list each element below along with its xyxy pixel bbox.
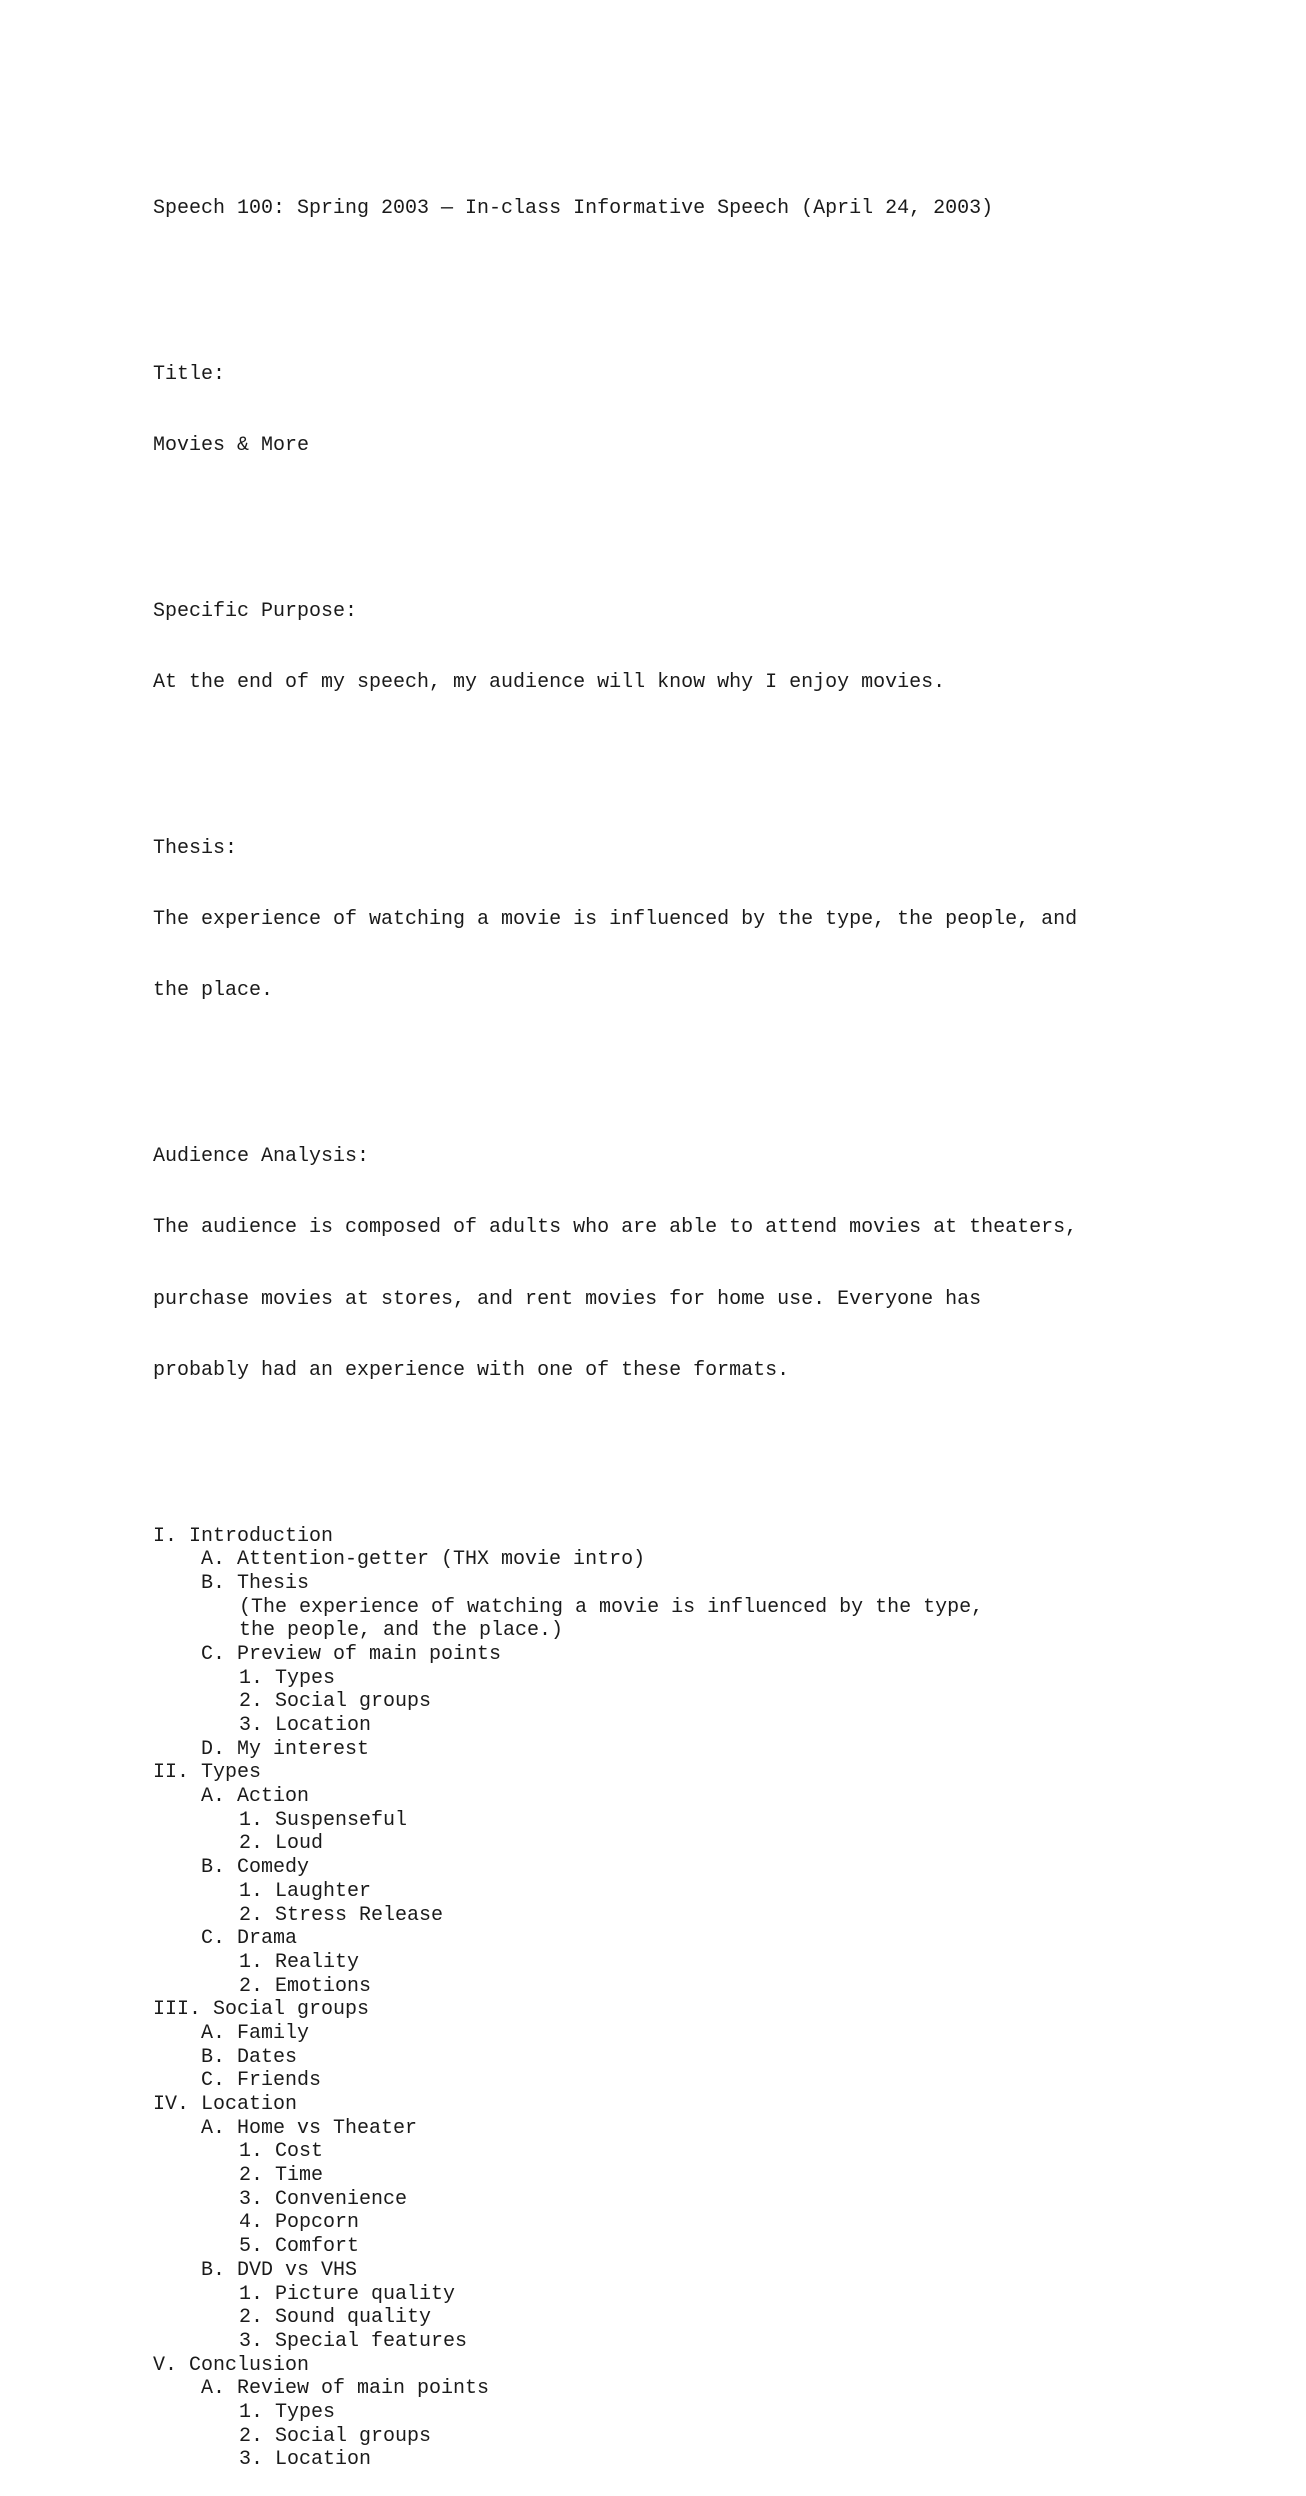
outline-subpoint: C. Preview of main points bbox=[201, 1642, 502, 1666]
outline-detail: 1. Picture quality bbox=[239, 2282, 456, 2306]
outline-detail: 3. Convenience bbox=[239, 2187, 408, 2211]
outline-detail: 3. Location bbox=[239, 1714, 372, 1738]
outline-detail: 2. Emotions bbox=[239, 1974, 372, 1998]
outline-detail: 2. Loud bbox=[239, 1832, 324, 1856]
outline-subpoint: B. Thesis bbox=[201, 1571, 310, 1595]
outline-detail: 1. Reality bbox=[239, 1950, 360, 1974]
outline-detail: 1. Suspenseful bbox=[239, 1808, 408, 1832]
outline-detail: 3. Location bbox=[239, 2448, 372, 2472]
outline-section: I. Introduction bbox=[153, 1524, 334, 1548]
spacer bbox=[153, 505, 1213, 529]
outline-detail: 2. Social groups bbox=[239, 1690, 432, 1714]
outline-detail: 3. Special features bbox=[239, 2329, 468, 2353]
outline-detail: 2. Stress Release bbox=[239, 1903, 444, 1927]
outline-detail: 2. Social groups bbox=[239, 2424, 432, 2448]
outline-detail: 4. Popcorn bbox=[239, 2211, 360, 2235]
outline-subpoint: A. Review of main points bbox=[201, 2377, 490, 2401]
outline-subpoint: A. Home vs Theater bbox=[201, 2116, 418, 2140]
outline-subpoint: A. Action bbox=[201, 1785, 310, 1809]
outline-subpoint: B. DVD vs VHS bbox=[201, 2258, 358, 2282]
spacer bbox=[153, 742, 1213, 766]
outline-subpoint: D. My interest bbox=[201, 1737, 370, 1761]
outline-subpoint: A. Attention-getter (THX movie intro) bbox=[201, 1548, 646, 1572]
outline-subpoint: B. Dates bbox=[201, 2045, 298, 2069]
spacer bbox=[153, 1051, 1213, 1075]
outline-detail: 1. Types bbox=[239, 1666, 336, 1690]
outline-detail: 1. Cost bbox=[239, 2140, 324, 2164]
outline-detail: 1. Laughter bbox=[239, 1879, 372, 1903]
purpose-label: Specific Purpose: bbox=[153, 600, 358, 624]
document-page bbox=[153, 150, 1213, 2496]
outline-section: II. Types bbox=[153, 1761, 262, 1785]
outline-detail: 5. Comfort bbox=[239, 2235, 360, 2259]
thesis-line: The experience of watching a movie is influenced by the type, the people, and bbox=[153, 908, 1078, 932]
audience-line: purchase movies at stores, and rent movies for home use. Everyone has bbox=[153, 1287, 982, 1311]
outline-detail: 2. Sound quality bbox=[239, 2306, 432, 2330]
outline-subpoint: C. Friends bbox=[201, 2069, 322, 2093]
spacer bbox=[153, 1430, 1213, 1454]
outline-detail: the people, and the place.) bbox=[239, 1619, 564, 1643]
outline-section: IV. Location bbox=[153, 2093, 298, 2117]
audience-label: Audience Analysis: bbox=[153, 1145, 370, 1169]
thesis-line: the place. bbox=[153, 979, 274, 1003]
outline-section: V. Conclusion bbox=[153, 2353, 310, 2377]
speech-outline bbox=[153, 1525, 1213, 2473]
outline-section: III. Social groups bbox=[153, 1998, 370, 2022]
audience-line: The audience is composed of adults who are able to attend movies at theaters, bbox=[153, 1216, 1078, 1240]
outline-subpoint: C. Drama bbox=[201, 1927, 298, 1951]
outline-detail: (The experience of watching a movie is influenced by the type, bbox=[239, 1595, 984, 1619]
outline-detail: 1. Types bbox=[239, 2400, 336, 2424]
document-header: Speech 100: Spring 2003 — In-class Informative Speech (April 24, 2003) bbox=[153, 197, 994, 221]
outline-subpoint: A. Family bbox=[201, 2021, 310, 2045]
outline-detail: 2. Time bbox=[239, 2164, 324, 2188]
thesis-label: Thesis: bbox=[153, 837, 238, 861]
title-value: Movies & More bbox=[153, 434, 310, 458]
audience-line: probably had an experience with one of these formats. bbox=[153, 1358, 790, 1382]
spacer bbox=[153, 269, 1213, 293]
outline-subpoint: B. Comedy bbox=[201, 1856, 310, 1880]
title-label: Title: bbox=[153, 363, 226, 387]
purpose-value: At the end of my speech, my audience will know why I enjoy movies. bbox=[153, 671, 946, 695]
